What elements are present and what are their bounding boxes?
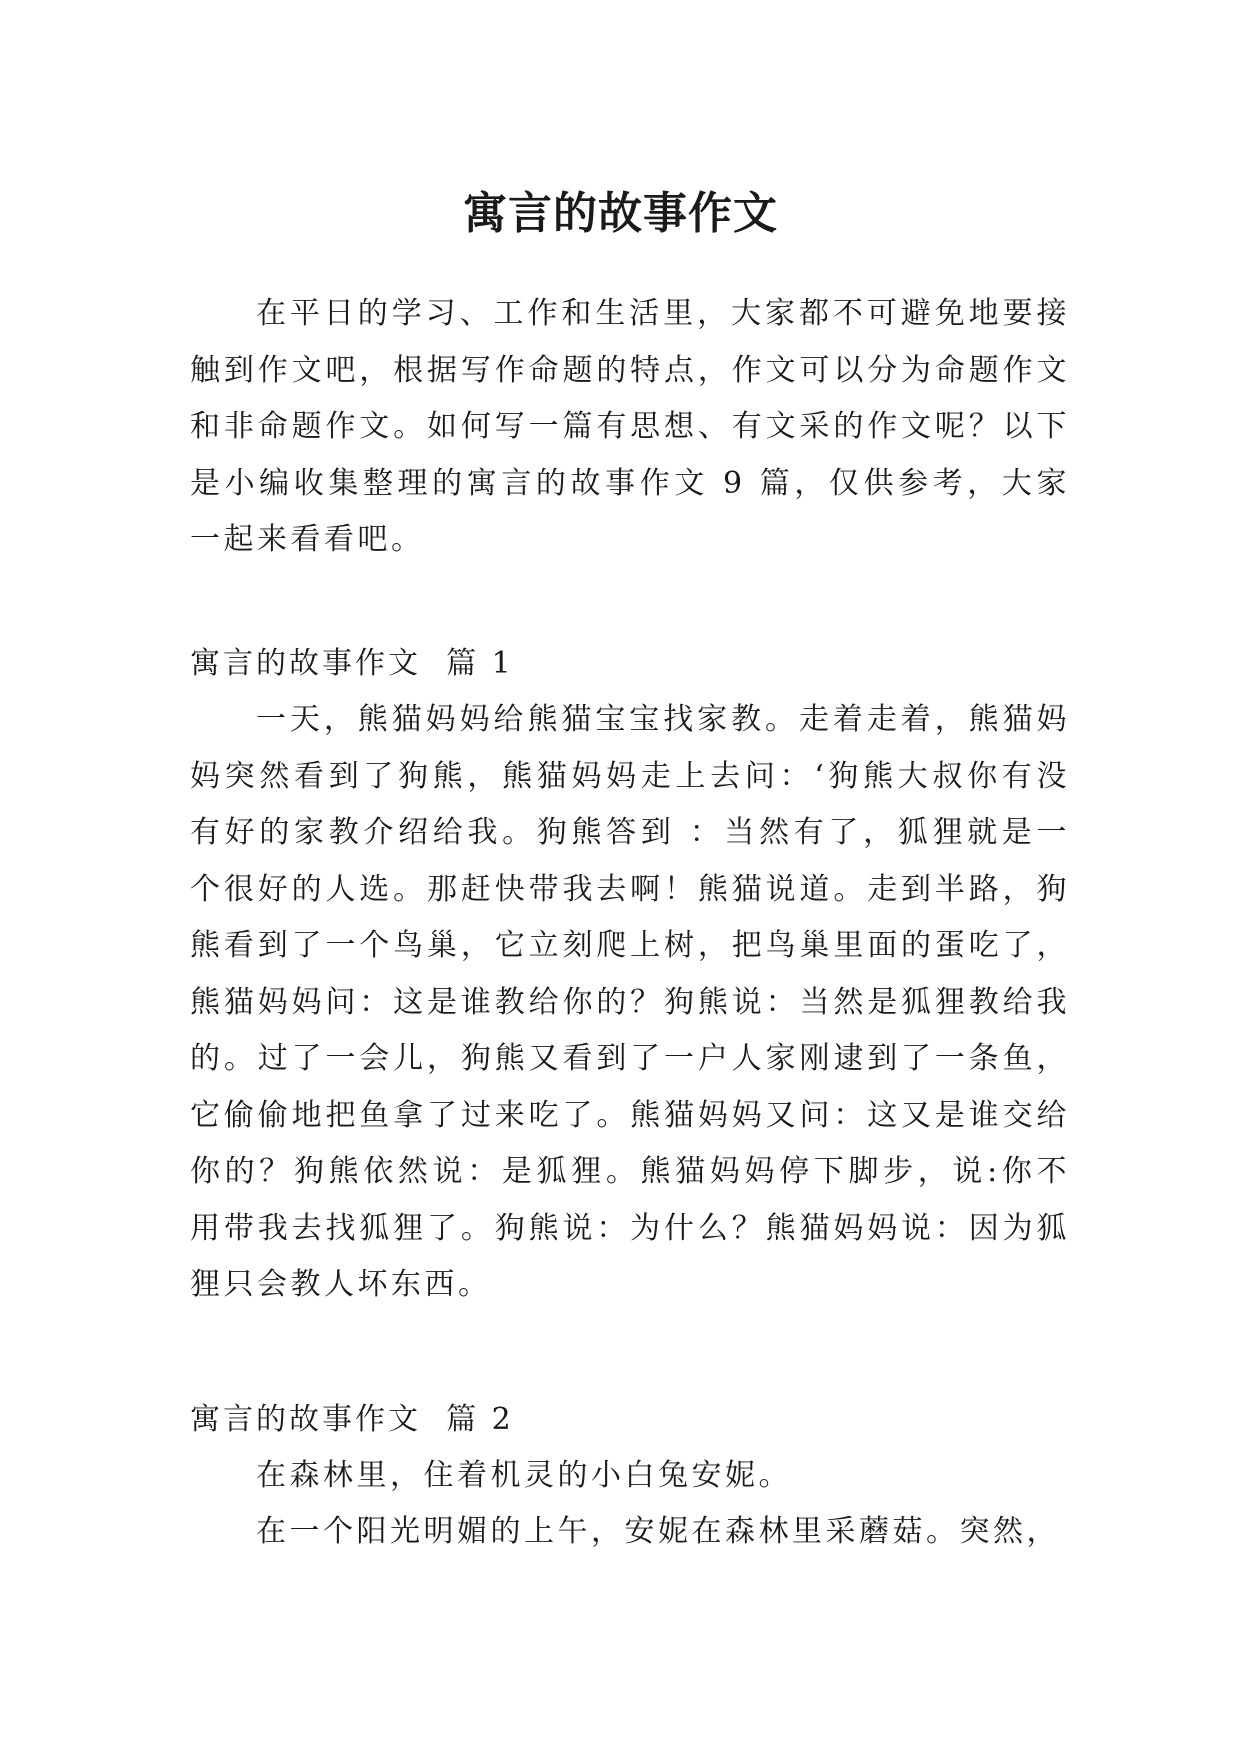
section-2-paragraph-2: 在一个阳光明媚的上午，安妮在森林里采蘑菇。突然，	[256, 1514, 1060, 1549]
intro-paragraph: 在平日的学习、工作和生活里，大家都不可避免地要接触到作文吧，根据写作命题的特点，作文可以分为命题作文和非命题作文。如何写一篇有思想、有文采的作文呢？以下是小编收集整理的寓言的故事作文 9 篇，仅供参考，大家一起来看看吧。	[190, 296, 1070, 557]
section-1-paragraph: 一天，熊猫妈妈给熊猫宝宝找家教。走着走着，熊猫妈妈突然看到了狗熊，熊猫妈妈走上去问：‘狗熊大叔你有没有好的家教介绍给我。狗熊答到 ：当然有了，狐狸就是一个很好的人选。那赶快带我去啊！熊猫说道。走到半路，狗熊看到了一个鸟巢，它立刻爬上树，把鸟巢里面的蛋吃了，熊猫妈妈问：这是谁教给你的？狗熊说：当然是狐狸教给我的。过了一会儿，狗熊又看到了一户人家刚逮到了一条鱼，它偷偷地把鱼拿了过来吃了。熊猫妈妈又问：这又是谁交给你的？狗熊依然说：是狐狸。熊猫妈妈停下脚步，说:你不用带我去找狐狸了。狗熊说：为什么？熊猫妈妈说：因为狐狸只会教人坏东西。	[190, 702, 1070, 1302]
section-2-paragraph-1: 在森林里，住着机灵的小白兔安妮。	[256, 1458, 792, 1493]
document-title: 寓言的故事作文	[463, 188, 778, 240]
section-1-heading: 寓言的故事作文 篇 1	[190, 646, 514, 681]
section-2-heading: 寓言的故事作文 篇 2	[190, 1402, 514, 1437]
